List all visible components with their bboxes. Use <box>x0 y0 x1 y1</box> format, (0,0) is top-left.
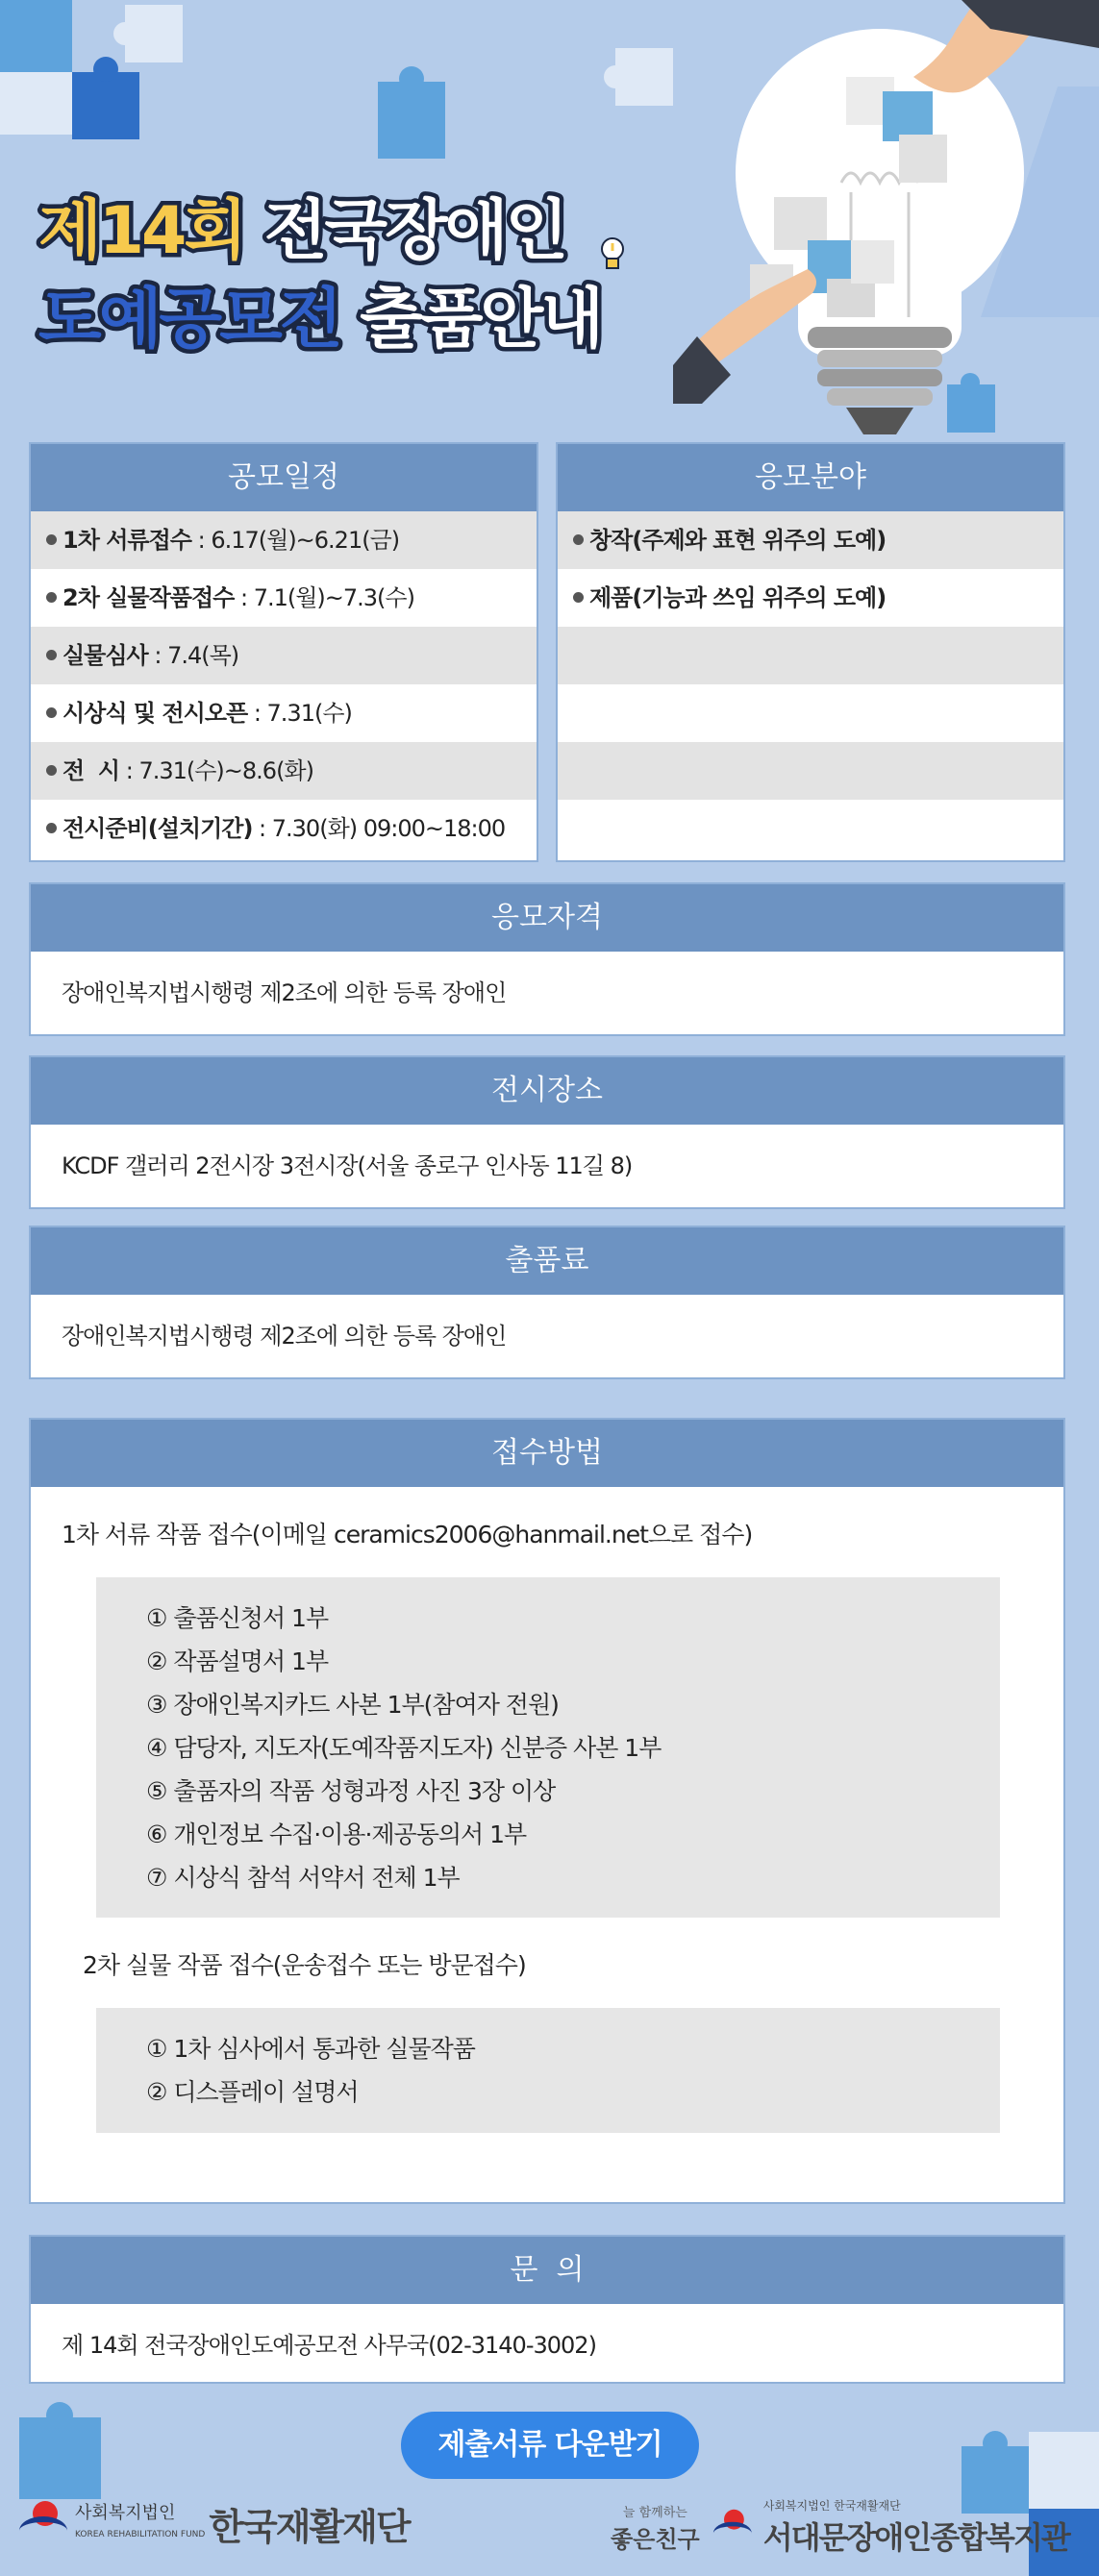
title-highlight-contest: 도예공모전 <box>38 282 340 358</box>
logo-caption <box>75 2503 205 2545</box>
title-highlight-edition: 제14회 <box>38 193 245 269</box>
bullet-icon <box>46 765 57 776</box>
field-row-empty <box>558 627 1063 684</box>
puzzle-piece-decoration <box>378 82 445 159</box>
bullet-icon <box>46 650 57 660</box>
checklist-item: ⑦ 시상식 참석 서약서 전체 1부 <box>146 1864 460 1892</box>
puzzle-piece-decoration <box>72 72 139 139</box>
page-title <box>38 187 601 364</box>
bullet-icon <box>46 592 57 603</box>
fee-text: 장애인복지법시행령 제2조에 의한 등록 장애인 <box>62 1323 507 1350</box>
fields-heading: 응모분야 <box>558 444 1063 511</box>
venue-text: KCDF 갤러리 2전시장 3전시장(서울 종로구 인사동 11길 8) <box>62 1152 633 1179</box>
schedule-label: 1차 서류접수 <box>62 527 191 554</box>
bullet-icon <box>46 534 57 545</box>
schedule-label: 전시준비(설치기간) <box>62 815 253 842</box>
contact-heading: 문 의 <box>31 2237 1063 2304</box>
logo-name: 서대문장애인종합복지관 <box>762 2519 1069 2556</box>
field-row-empty <box>558 800 1063 857</box>
foundation-logo-icon <box>713 2508 758 2548</box>
title-line-1 <box>38 187 601 276</box>
slogan-bottom: 좋은친구 <box>611 2525 700 2553</box>
bullet-icon <box>46 823 57 833</box>
bullet-icon <box>573 534 584 545</box>
schedule-value: : 7.31(수) <box>247 700 352 727</box>
schedule-label: 시상식 및 전시오픈 <box>62 700 248 727</box>
venue-heading: 전시장소 <box>31 1057 1063 1125</box>
checklist-item: ④ 담당자, 지도자(도예작품지도자) 신분증 사본 1부 <box>146 1734 662 1762</box>
seodaemun-welfare-center-logo <box>611 2497 1069 2558</box>
contact-section <box>29 2235 1065 2384</box>
checklist-item: ② 작품설명서 1부 <box>146 1647 329 1675</box>
title-text: 출품안내 <box>339 282 601 358</box>
schedule-label: 2차 실물작품접수 <box>62 584 235 611</box>
schedule-section <box>29 442 538 862</box>
eligibility-heading: 응모자격 <box>31 884 1063 952</box>
schedule-value: : 7.31(수)~8.6(화) <box>119 757 313 784</box>
bullet-icon <box>573 592 584 603</box>
puzzle-piece-decoration <box>615 48 673 106</box>
field-row <box>558 511 1063 569</box>
method-step-1: 1차 서류 작품 접수(이메일 ceramics2006@hanmail.net으로 접수) <box>62 1521 753 1548</box>
fee-heading: 출품료 <box>31 1227 1063 1295</box>
checklist-item: ① 1차 심사에서 통과한 실물작품 <box>146 2035 475 2063</box>
checklist-item: ⑥ 개인정보 수집·이용·제공동의서 1부 <box>146 1821 527 1848</box>
schedule-value: : 7.1(월)~7.3(수) <box>234 584 414 611</box>
schedule-row <box>31 742 537 800</box>
eligibility-section <box>29 882 1065 1036</box>
bullet-icon <box>46 707 57 718</box>
title-line-2 <box>38 276 601 364</box>
logo-caption-en: KOREA REHABILITATION FUND <box>75 2529 206 2539</box>
venue-section <box>29 1055 1065 1209</box>
method-section <box>29 1418 1065 2204</box>
method-step-2: 2차 실물 작품 접수(운송접수 또는 방문접수) <box>83 1951 526 1979</box>
schedule-heading: 공모일정 <box>31 444 537 511</box>
schedule-row <box>31 511 537 569</box>
puzzle-piece-decoration <box>0 72 72 135</box>
contact-text: 제 14회 전국장애인도예공모전 사무국(02-3140-3002) <box>62 2332 596 2359</box>
field-row-empty <box>558 684 1063 742</box>
field-row-empty <box>558 742 1063 800</box>
download-documents-button[interactable]: 제출서류 다운받기 <box>401 2412 699 2479</box>
schedule-label: 실물심사 <box>62 642 148 669</box>
puzzle-piece-decoration <box>19 2417 101 2499</box>
puzzle-piece-decoration <box>0 0 72 72</box>
fee-section <box>29 1226 1065 1379</box>
checklist-item: ② 디스플레이 설명서 <box>146 2078 359 2106</box>
fields-section <box>556 442 1065 862</box>
schedule-value: : 6.17(월)~6.21(금) <box>190 527 400 554</box>
puzzle-piece-decoration <box>125 5 183 62</box>
logo-text <box>763 2497 1069 2558</box>
step-2-checklist <box>96 2008 1000 2133</box>
schedule-value: : 7.30(화) 09:00~18:00 <box>252 815 506 842</box>
checklist-item: ① 출품신청서 1부 <box>146 1604 329 1632</box>
schedule-value: : 7.4(목) <box>147 642 239 669</box>
field-label: 창작(주제와 표현 위주의 도예) <box>589 527 887 554</box>
schedule-row <box>31 800 537 857</box>
slogan <box>611 2502 700 2554</box>
logo-caption-ko: 사회복지법인 <box>75 2502 176 2523</box>
korea-rehabilitation-fund-logo <box>19 2497 410 2550</box>
step-1-checklist <box>96 1577 1000 1918</box>
checklist-item: ③ 장애인복지카드 사본 1부(참여자 전원) <box>146 1691 559 1719</box>
small-bulb-icon <box>598 235 627 274</box>
foundation-logo-icon <box>19 2499 75 2549</box>
lightbulb-illustration <box>673 0 1099 442</box>
schedule-row <box>31 627 537 684</box>
slogan-top: 늘 함께하는 <box>622 2505 687 2520</box>
schedule-row <box>31 569 537 627</box>
title-text: 전국장애인 <box>244 193 566 269</box>
method-body <box>31 1487 1063 2133</box>
schedule-label: 전 시 <box>62 757 120 784</box>
field-row <box>558 569 1063 627</box>
logo-name: 한국재활재단 <box>209 2506 410 2548</box>
checklist-item: ⑤ 출품자의 작품 성형과정 사진 3장 이상 <box>146 1777 556 1805</box>
eligibility-text: 장애인복지법시행령 제2조에 의한 등록 장애인 <box>62 979 507 1006</box>
field-label: 제품(기능과 쓰임 위주의 도예) <box>589 584 887 611</box>
schedule-row <box>31 684 537 742</box>
method-heading: 접수방법 <box>31 1420 1063 1487</box>
logo-caption: 사회복지법인 한국재활재단 <box>762 2499 901 2513</box>
